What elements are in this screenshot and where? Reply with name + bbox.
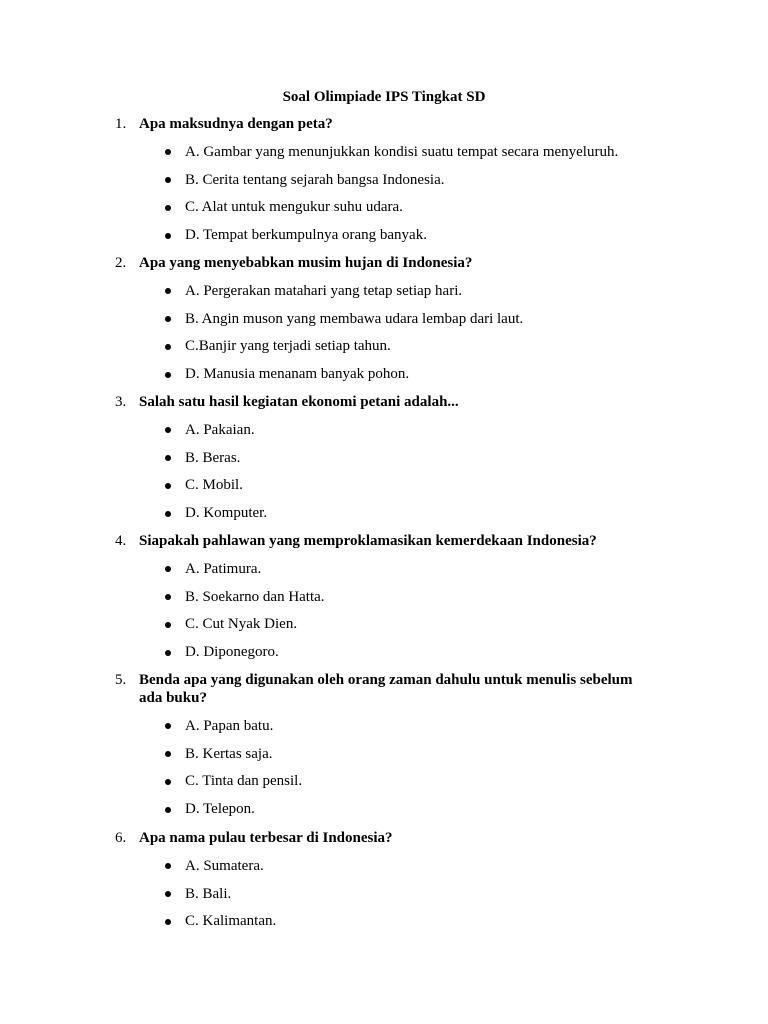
question-text: Apa yang menyebabkan musim hujan di Indonesia? — [139, 255, 473, 271]
bullet-icon — [115, 643, 185, 661]
bullet-icon — [115, 912, 185, 930]
question-text: Apa nama pulau terbesar di Indonesia? — [139, 830, 393, 846]
option-text: A. Sumatera. — [185, 857, 264, 874]
option-item — [115, 333, 675, 361]
bullet-icon — [115, 560, 185, 578]
question-3 — [115, 393, 675, 527]
option-text: C. Kalimantan. — [185, 913, 277, 930]
option-text: C. Tinta dan pensil. — [185, 773, 303, 790]
question-header — [115, 829, 675, 847]
option-text: B. Beras. — [185, 449, 241, 466]
question-number: 6. — [115, 830, 127, 846]
option-text: D. Komputer. — [185, 505, 268, 522]
option-item — [115, 908, 675, 936]
option-list — [115, 555, 675, 666]
question-2 — [115, 254, 675, 388]
option-item — [115, 444, 675, 472]
option-item — [115, 795, 675, 823]
option-item — [115, 852, 675, 880]
option-text: C. Alat untuk mengukur suhu udara. — [185, 199, 403, 216]
bullet-icon — [115, 857, 185, 875]
bullet-icon — [115, 476, 185, 494]
bullet-icon — [115, 421, 185, 439]
bullet-icon — [115, 337, 185, 355]
option-text: C. Cut Nyak Dien. — [185, 616, 298, 633]
question-number: 1. — [115, 116, 127, 132]
option-item — [115, 712, 675, 740]
bullet-icon — [115, 449, 185, 467]
option-text: A. Pakaian. — [185, 421, 255, 438]
question-header — [115, 254, 675, 272]
bullet-icon — [115, 198, 185, 216]
question-number: 2. — [115, 255, 127, 271]
option-item — [115, 305, 675, 333]
bullet-icon — [115, 143, 185, 161]
bullet-icon — [115, 310, 185, 328]
bullet-icon — [115, 717, 185, 735]
bullet-icon — [115, 615, 185, 633]
question-6 — [115, 829, 675, 935]
option-item — [115, 416, 675, 444]
option-item — [115, 880, 675, 908]
bullet-icon — [115, 282, 185, 300]
option-item — [115, 138, 675, 166]
option-text: B. Bali. — [185, 885, 232, 902]
option-item — [115, 166, 675, 194]
option-item — [115, 638, 675, 666]
option-text: B. Angin muson yang membawa udara lembap dari laut. — [185, 310, 524, 327]
bullet-icon — [115, 365, 185, 383]
option-item — [115, 611, 675, 639]
option-text: B. Cerita tentang sejarah bangsa Indonesia. — [185, 171, 445, 188]
option-text: D. Manusia menanam banyak pohon. — [185, 366, 410, 383]
option-item — [115, 768, 675, 796]
bullet-icon — [115, 885, 185, 903]
option-item — [115, 499, 675, 527]
option-item — [115, 360, 675, 388]
option-text: C.Banjir yang terjadi setiap tahun. — [185, 338, 391, 355]
option-item — [115, 740, 675, 768]
option-text: A. Pergerakan matahari yang tetap setiap hari. — [185, 282, 463, 299]
question-header — [115, 115, 675, 133]
question-number: 4. — [115, 533, 127, 549]
bullet-icon — [115, 588, 185, 606]
question-1 — [115, 115, 675, 249]
bullet-icon — [115, 171, 185, 189]
question-header — [115, 532, 675, 550]
question-number: 5. — [115, 672, 127, 688]
bullet-icon — [115, 800, 185, 818]
option-list — [115, 277, 675, 388]
question-header — [115, 671, 675, 707]
option-text: B. Kertas saja. — [185, 745, 273, 762]
question-text: Salah satu hasil kegiatan ekonomi petani adalah... — [139, 394, 459, 410]
option-item — [115, 555, 675, 583]
question-4 — [115, 532, 675, 666]
option-item — [115, 277, 675, 305]
option-text: C. Mobil. — [185, 477, 243, 494]
option-list — [115, 416, 675, 527]
option-text: B. Soekarno dan Hatta. — [185, 588, 325, 605]
option-list — [115, 852, 675, 935]
option-text: A. Papan batu. — [185, 717, 274, 734]
option-list — [115, 712, 675, 823]
question-header — [115, 393, 675, 411]
question-5 — [115, 671, 675, 823]
question-text: Siapakah pahlawan yang memproklamasikan kemerdekaan Indonesia? — [139, 533, 597, 549]
question-text: Apa maksudnya dengan peta? — [139, 116, 333, 132]
option-item — [115, 583, 675, 611]
option-text: D. Telepon. — [185, 801, 255, 818]
option-text: D. Diponegoro. — [185, 644, 279, 661]
option-item — [115, 221, 675, 249]
bullet-icon — [115, 226, 185, 244]
question-number: 3. — [115, 394, 127, 410]
option-text: D. Tempat berkumpulnya orang banyak. — [185, 227, 427, 244]
option-text: A. Patimura. — [185, 560, 262, 577]
option-text: A. Gambar yang menunjukkan kondisi suatu tempat secara menyeluruh. — [185, 143, 619, 160]
document-title: Soal Olimpiade IPS Tingkat SD — [282, 89, 486, 105]
option-item — [115, 472, 675, 500]
option-item — [115, 194, 675, 222]
option-list — [115, 138, 675, 249]
question-text: Benda apa yang digunakan oleh orang zaman dahulu untuk menulis sebelum ada buku? — [139, 672, 633, 706]
bullet-icon — [115, 504, 185, 522]
bullet-icon — [115, 772, 185, 790]
bullet-icon — [115, 745, 185, 763]
